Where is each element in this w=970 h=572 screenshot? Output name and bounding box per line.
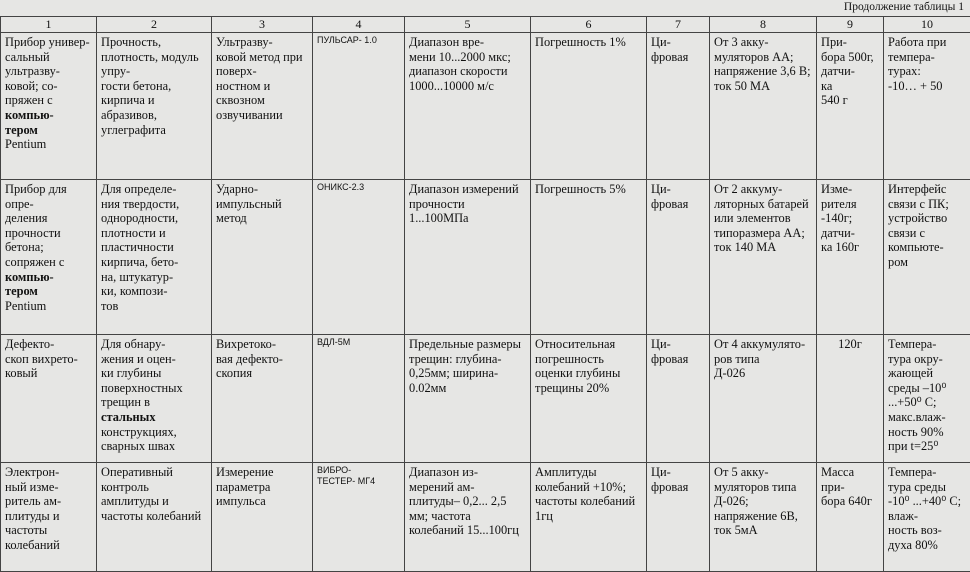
cell-text: Pentium — [5, 137, 47, 152]
cell-text: конструкциях, сварных швах — [101, 424, 177, 454]
power-cell: От 2 аккуму- ляторных батарей или элементов типоразмера АА; ток 140 МА — [710, 180, 817, 335]
model-cell: ОНИКС-2.3 — [313, 180, 405, 335]
accuracy-cell: Погрешность 1% — [531, 33, 647, 180]
table-row — [1, 180, 970, 335]
power-cell: От 3 акку- муляторов АА; напряжение 3,6 В; ток 50 МА — [710, 33, 817, 180]
range-cell: Диапазон измерений прочности 1...100МПа — [405, 180, 531, 335]
conditions-cell: Темпера- тура окру- жающей среды –10⁰ ...+50⁰ С; макс.влаж- ность 90% при t=25⁰ — [884, 335, 970, 463]
display-type-cell: Ци- фровая — [647, 180, 710, 335]
header-cell: 8 — [710, 17, 817, 33]
purpose-cell: Для определе- ния твердости, однородности, плотности и пластичности кирпича, бето- на, штукатур- ки, компози- тов — [97, 180, 212, 335]
model-cell: ВДЛ-5М — [313, 335, 405, 463]
method-cell: Ультразву- ковой метод при поверх- ностном и сквозном озвучивании — [212, 33, 313, 180]
method-cell: Вихретоко- вая дефекто- скопия — [212, 335, 313, 463]
purpose-cell — [97, 335, 212, 463]
weight-cell: 120г — [817, 335, 884, 463]
device-name-cell — [1, 180, 97, 335]
display-type-cell: Ци- фровая — [647, 33, 710, 180]
header-cell: 3 — [212, 17, 313, 33]
model-cell: ВИБРО- ТЕСТЕР- МГ4 — [313, 463, 405, 572]
header-cell: 2 — [97, 17, 212, 33]
accuracy-cell: Амплитуды колебаний +10%; частоты колебаний 1гц — [531, 463, 647, 572]
cell-text-bold: компью- тером — [5, 107, 54, 137]
method-cell: Измерение параметра импульса — [212, 463, 313, 572]
range-cell: Диапазон вре- мени 10...2000 мкс; диапазон скорости 1000...10000 м/с — [405, 33, 531, 180]
header-cell: 10 — [884, 17, 970, 33]
cell-text: Для обнару- жения и оцен- ки глубины поверхностных трещин в — [101, 337, 183, 410]
table-continuation-caption: Продолжение таблицы 1 — [843, 1, 964, 13]
cell-text-bold: стальных — [101, 409, 156, 424]
power-cell: От 4 аккумулято- ров типа Д-026 — [710, 335, 817, 463]
model-cell: ПУЛЬСАР- 1.0 — [313, 33, 405, 180]
header-cell: 5 — [405, 17, 531, 33]
method-cell: Ударно- импульсный метод — [212, 180, 313, 335]
table-row — [1, 33, 970, 180]
header-row — [1, 17, 970, 33]
device-name-cell: Электрон- ный изме- ритель ам- плитуды и частоты колебаний — [1, 463, 97, 572]
header-cell: 9 — [817, 17, 884, 33]
accuracy-cell: Относительная погрешность оценки глубины трещины 20% — [531, 335, 647, 463]
table-row — [1, 463, 970, 572]
cell-text: Pentium — [5, 298, 47, 313]
power-cell: От 5 акку- муляторов типа Д-026; напряжение 6В, ток 5мА — [710, 463, 817, 572]
weight-cell: Масса при- бора 640г — [817, 463, 884, 572]
purpose-cell: Оперативный контроль амплитуды и частоты колебаний — [97, 463, 212, 572]
conditions-cell: Интерфейс связи с ПК; устройство связи с компьюте- ром — [884, 180, 970, 335]
header-cell: 7 — [647, 17, 710, 33]
display-type-cell: Ци- фровая — [647, 335, 710, 463]
weight-cell: При- бора 500г, датчи- ка 540 г — [817, 33, 884, 180]
device-name-cell: Дефекто- скоп вихрето- ковый — [1, 335, 97, 463]
weight-cell: Изме- рителя -140г; датчи- ка 160г — [817, 180, 884, 335]
cell-text-bold: компью- тером — [5, 269, 54, 299]
conditions-cell: Работа при темпера- турах: -10… + 50 — [884, 33, 970, 180]
header-cell: 6 — [531, 17, 647, 33]
device-table — [0, 16, 970, 572]
conditions-cell: Темпера- тура среды -10⁰ ...+40⁰ С; влаж- ность воз- духа 80% — [884, 463, 970, 572]
cell-text: Прибор универ- сальный ультразву- ковой; со- пряжен с — [5, 35, 90, 108]
table-row — [1, 335, 970, 463]
range-cell: Предельные размеры трещин: глубина- 0,25мм; ширина- 0.02мм — [405, 335, 531, 463]
cell-text: Прибор для опре- деления прочности бетона; сопряжен с — [5, 182, 67, 269]
accuracy-cell: Погрешность 5% — [531, 180, 647, 335]
device-name-cell — [1, 33, 97, 180]
header-cell: 4 — [313, 17, 405, 33]
display-type-cell: Ци- фровая — [647, 463, 710, 572]
purpose-cell: Прочность, плотность, модуль упру- гости бетона, кирпича и абразивов, углеграфита — [97, 33, 212, 180]
range-cell: Диапазон из- мерений ам- плитуды– 0,2... 2,5 мм; частота колебаний 15...100гц — [405, 463, 531, 572]
header-cell: 1 — [1, 17, 97, 33]
